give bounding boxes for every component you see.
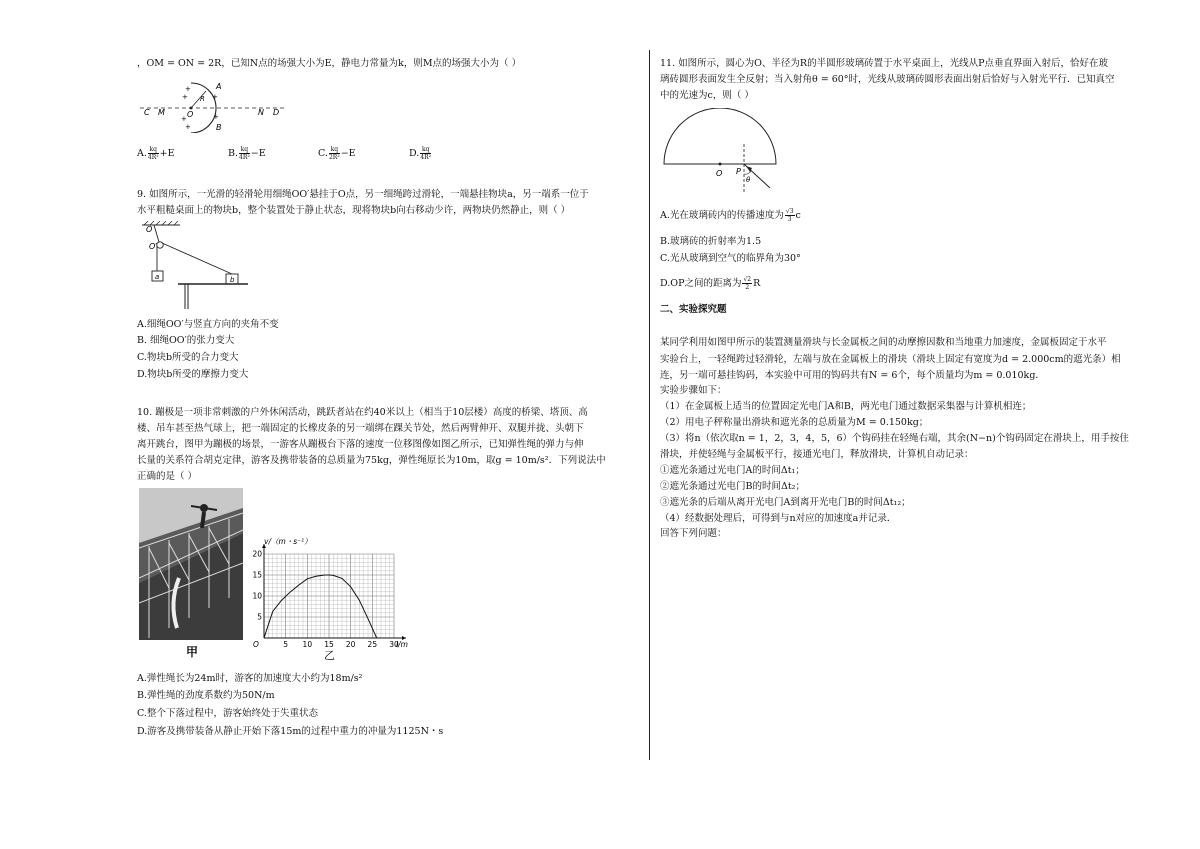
y-tick-label: 20: [252, 549, 262, 559]
exp-line-10: ②遮光条通过光电门B的时间Δt₂；: [660, 481, 805, 492]
q9-figure: [140, 221, 250, 311]
q11-option-c[interactable]: C.光从玻璃到空气的临界角为30°: [660, 253, 801, 264]
exp-line-6: （2）用电子秤称量出滑块和遮光条的总质量为M = 0.150kg；: [660, 417, 929, 428]
q11-stem-line1: 11. 如图所示，圆心为O、半径为R的半圆形玻璃砖置于水平桌面上，光线从P点垂直界面入射后，恰好在玻: [660, 58, 1108, 69]
q9-option-d[interactable]: D.物块b所受的摩擦力变大: [137, 369, 249, 380]
q11-option-d-frac: $\frac{√2}{2}$: [743, 276, 752, 291]
q11-label-p: P: [736, 167, 741, 176]
x-tick-label: 10: [302, 640, 313, 649]
section-title: 二、实验探究题: [660, 304, 727, 315]
q9-label-b: b: [230, 276, 235, 284]
q8-label-a: A: [216, 82, 222, 91]
q11-label-theta: θ: [746, 176, 751, 184]
q8-label-d: D: [273, 108, 280, 117]
exp-line-5: （1）在金属板上适当的位置固定光电门A和B，两光电门通过数据采集器与计算机相连；: [660, 401, 1032, 412]
chart-origin-label: O: [253, 640, 259, 649]
q8-option-c-letter: C.: [318, 148, 328, 159]
y-tick-label: 5: [257, 612, 262, 622]
chart-ticks: [252, 550, 399, 650]
x-tick-label: 20: [345, 640, 356, 649]
exp-line-9: ①遮光条通过光电门A的时间Δt₁；: [660, 465, 805, 476]
q9-label-o: O: [146, 225, 153, 234]
q8-option-c[interactable]: [318, 146, 356, 162]
photo-caption-jia: 甲: [186, 645, 199, 659]
q9-stem-line2: 水平粗糙桌面上的物块b，整个装置处于静止状态，现将物块b向右移动少许，两物块仍然静止，则（ ）: [137, 205, 571, 216]
q8-label-r: R: [200, 95, 205, 103]
q11-option-d-text: D.OP之间的距离为: [660, 278, 742, 289]
q11-option-a[interactable]: [660, 208, 801, 224]
svg-text:+: +: [182, 93, 188, 101]
q9-stem-line1: 9. 如图所示，一光滑的轻滑轮用细绳OO′悬挂于O点，另一细绳跨过滑轮，一端悬挂物块a，另一端系一位于: [137, 189, 589, 200]
q8-option-c-frac: $\frac{kq}{\text{2R²}}$: [328, 146, 340, 161]
q8-option-b-letter: B.: [228, 148, 239, 159]
q10-stem-line2: 楼、吊车甚至热气球上，把一端固定的长橡皮条的另一端绑在踝关节处，然后两臂伸开、双腿并拢、头朝下: [137, 423, 584, 434]
q8-label-n: N: [258, 108, 264, 117]
exp-line-7: （3）将n（依次取n = 1，2，3，4，5，6）个钩码挂在轻绳右端，其余(N−n)个钩码固定在滑块上，用手按住: [660, 433, 1129, 444]
q8-figure: [138, 77, 288, 133]
q11-label-o: O: [716, 169, 723, 178]
q8-option-d[interactable]: [409, 146, 432, 162]
v-l-chart: [250, 532, 420, 660]
q8-option-a-frac: $\frac{kq}{\text{4R²}}$: [147, 146, 159, 161]
q8-option-a-tail: +E: [159, 148, 175, 159]
exp-line-2: 实验台上，一轻绳跨过轻滑轮，左端与放在金属板上的滑块（滑块上固定有宽度为d = 2.000cm的遮光条）相: [660, 354, 1121, 365]
exp-line-11: ③遮光条的后端从离开光电门A到离开光电门B的时间Δt₁₂；: [660, 497, 911, 508]
q8-option-a-letter: A.: [137, 148, 147, 159]
q10-option-c[interactable]: C.整个下落过程中，游客始终处于失重状态: [137, 708, 318, 719]
svg-text:+: +: [185, 123, 191, 131]
q9-label-o-prime: O′: [149, 242, 158, 251]
q10-stem-line3: 离开跳台，图甲为蹦极的场景，一游客从蹦极台下落的速度一位移图像如图乙所示，已知弹性绳的弹力与伸: [137, 439, 584, 450]
q11-option-a-text: A.光在玻璃砖内的传播速度为: [660, 210, 784, 221]
x-tick-label: 25: [367, 640, 378, 649]
exp-line-12: （4）经数据处理后，可得到与n对应的加速度a并记录．: [660, 513, 897, 524]
q10-stem-line5: 正确的是（ ）: [137, 471, 198, 482]
q8-label-o: O: [187, 110, 194, 119]
q10-stem-line4: 长量的关系符合胡克定律，游客及携带装备的总质量为75kg，弹性绳原长为10m，取g = 10m/s²．下列说法中: [137, 455, 606, 466]
q8-stem: ，OM = ON = 2R，已知N点的场强大小为E，静电力常量为k，则M点的场强大小为（ ）: [137, 58, 522, 69]
exp-line-3: 连，另一端可悬挂钩码，本实验中可用的钩码共有N = 6个，每个质量均为m = 0.010kg．: [660, 370, 1045, 381]
q11-stem-line3: 中的光速为c，则（ ）: [660, 90, 754, 101]
q10-option-d[interactable]: D.游客及携带装备从静止开始下落15m的过程中重力的冲量为1125N・s: [137, 726, 444, 737]
right-column: [650, 0, 1200, 849]
q8-option-b[interactable]: [228, 146, 266, 162]
y-tick-label: 10: [252, 591, 262, 601]
x-tick-label: 5: [283, 640, 289, 649]
chart-y-label: v/（m・s⁻¹）: [264, 537, 312, 546]
q8-option-b-tail: −E: [250, 148, 266, 159]
exp-line-1: 某同学利用如图甲所示的装置测量滑块与长金属板之间的动摩擦因数和当地重力加速度，金属板固定于水平: [660, 337, 1107, 348]
svg-text:+: +: [185, 85, 191, 93]
q8-option-b-frac: $\frac{kq}{\text{4R²}}$: [239, 146, 250, 161]
q8-label-m: M: [158, 108, 165, 117]
q11-option-d-tail: R: [753, 278, 761, 289]
chart-axes: [262, 544, 406, 640]
q8-label-c: C: [144, 108, 150, 117]
q9-option-c[interactable]: C.物块b所受的合力变大: [137, 352, 239, 363]
bungee-photo: [139, 488, 243, 640]
q11-option-d[interactable]: [660, 276, 760, 292]
exp-line-8: 滑块，并使轻绳与金属板平行，接通光电门，释放滑块，计算机自动记录：: [660, 449, 974, 460]
x-tick-label: 30: [389, 640, 399, 649]
q11-stem-line2: 璃砖圆形表面发生全反射；当入射角θ = 60°时，光线从玻璃砖圆形表面出射后恰好与入射光平行．已知真空: [660, 74, 1115, 85]
chart-x-label: l/m: [396, 640, 408, 649]
y-tick-label: 15: [252, 570, 262, 580]
q8-option-d-frac: $\frac{kq}{\text{4R²}}$: [420, 146, 432, 161]
q9-option-b[interactable]: B. 细绳OO′的张力变大: [137, 335, 235, 346]
q11-option-a-frac: $\frac{√3}{3}$: [785, 208, 794, 223]
exp-line-13: 回答下列问题：: [660, 528, 727, 539]
chart-caption-yi: 乙: [324, 649, 335, 662]
q8-option-d-letter: D.: [409, 148, 420, 159]
q10-option-a[interactable]: A.弹性绳长为24m时，游客的加速度大小约为18m/s²: [137, 673, 363, 684]
x-tick-label: 15: [324, 640, 334, 649]
q11-option-a-tail: c: [795, 210, 801, 221]
svg-text:+: +: [181, 115, 187, 123]
svg-text:+: +: [212, 93, 218, 101]
svg-text:+: +: [213, 113, 219, 121]
q11-option-b[interactable]: B.玻璃砖的折射率为1.5: [660, 236, 762, 247]
q10-option-b[interactable]: B.弹性绳的劲度系数约为50N/m: [137, 690, 275, 701]
q8-option-a[interactable]: [137, 146, 175, 162]
q9-option-a[interactable]: A.细绳OO′与竖直方向的夹角不变: [137, 319, 279, 330]
q11-figure: [662, 108, 797, 196]
q8-option-c-tail: −E: [340, 148, 356, 159]
q10-stem-line1: 10. 蹦极是一项非常刺激的户外休闲活动，跳跃者站在约40米以上（相当于10层楼）高度的桥梁、塔顶、高: [137, 407, 588, 418]
exp-line-4: 实验步骤如下：: [660, 385, 727, 396]
chart-grid: [264, 554, 394, 638]
q8-label-b: B: [216, 123, 222, 132]
q9-label-a: a: [155, 273, 160, 281]
